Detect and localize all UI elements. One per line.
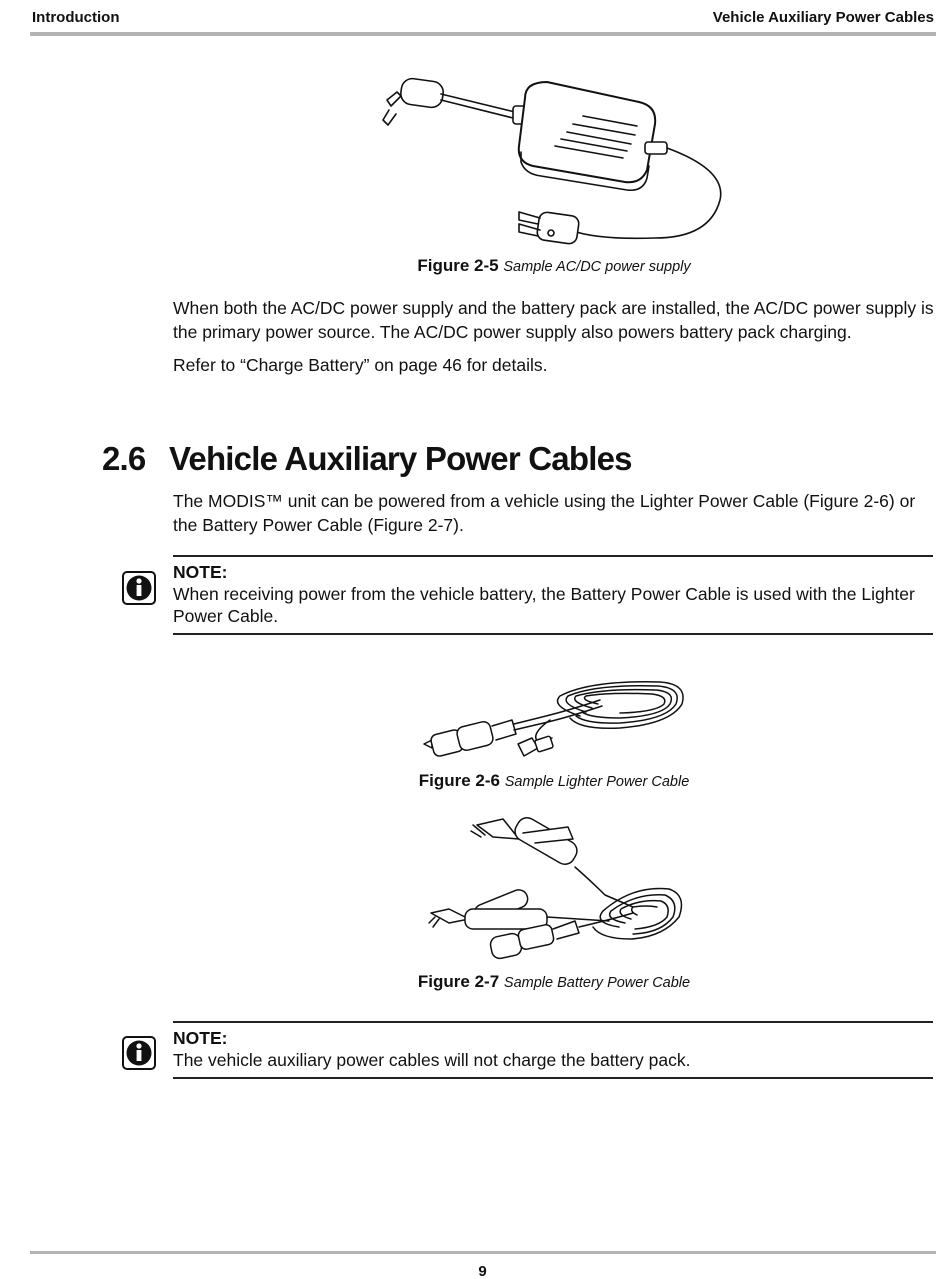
header-rule	[30, 32, 936, 36]
note-text: When receiving power from the vehicle battery, the Battery Power Cable is used with the Lighter Power Cable.	[173, 584, 915, 626]
running-header-chapter: Introduction	[32, 9, 120, 26]
figure-number: Figure 2-5	[417, 256, 499, 275]
note-box	[173, 555, 933, 635]
figure-title: Sample AC/DC power supply	[503, 259, 691, 275]
figure-title: Sample Lighter Power Cable	[504, 774, 690, 790]
figure-ac-dc-power-supply	[375, 70, 735, 250]
note-title: NOTE:	[173, 562, 228, 582]
body-paragraph: Refer to “Charge Battery” on page 46 for details.	[173, 355, 548, 375]
figure-number: Figure 2-7	[417, 972, 500, 991]
note-text: The vehicle auxiliary power cables will not charge the battery pack.	[173, 1050, 691, 1070]
page-number: 9	[478, 1263, 487, 1279]
body-paragraph: When both the AC/DC power supply and the battery pack are installed, the AC/DC power supply is the primary power source. The AC/DC power supply also powers battery pack charging.	[173, 298, 934, 342]
body-paragraph: The MODIS™ unit can be powered from a vehicle using the Lighter Power Cable (Figure 2-6) or the Battery Power Cable (Figure 2-7).	[173, 491, 916, 535]
note-title: NOTE:	[173, 1028, 228, 1048]
figure-2-5-caption	[0, 256, 950, 276]
figure-battery-power-cable	[423, 815, 688, 965]
figure-title: Sample Battery Power Cable	[503, 975, 691, 991]
info-icon	[122, 571, 156, 605]
figure-2-6-caption	[0, 771, 950, 791]
figure-lighter-power-cable	[420, 676, 690, 766]
note-box	[173, 1021, 933, 1079]
section-title: Vehicle Auxiliary Power Cables	[169, 440, 632, 477]
section-number: 2.6	[102, 440, 146, 477]
figure-2-7-caption	[0, 972, 950, 992]
section-heading	[102, 440, 632, 478]
running-header-section: Vehicle Auxiliary Power Cables	[712, 9, 934, 26]
figure-number: Figure 2-6	[418, 771, 500, 790]
info-icon	[122, 1036, 156, 1070]
footer-rule	[30, 1251, 936, 1254]
